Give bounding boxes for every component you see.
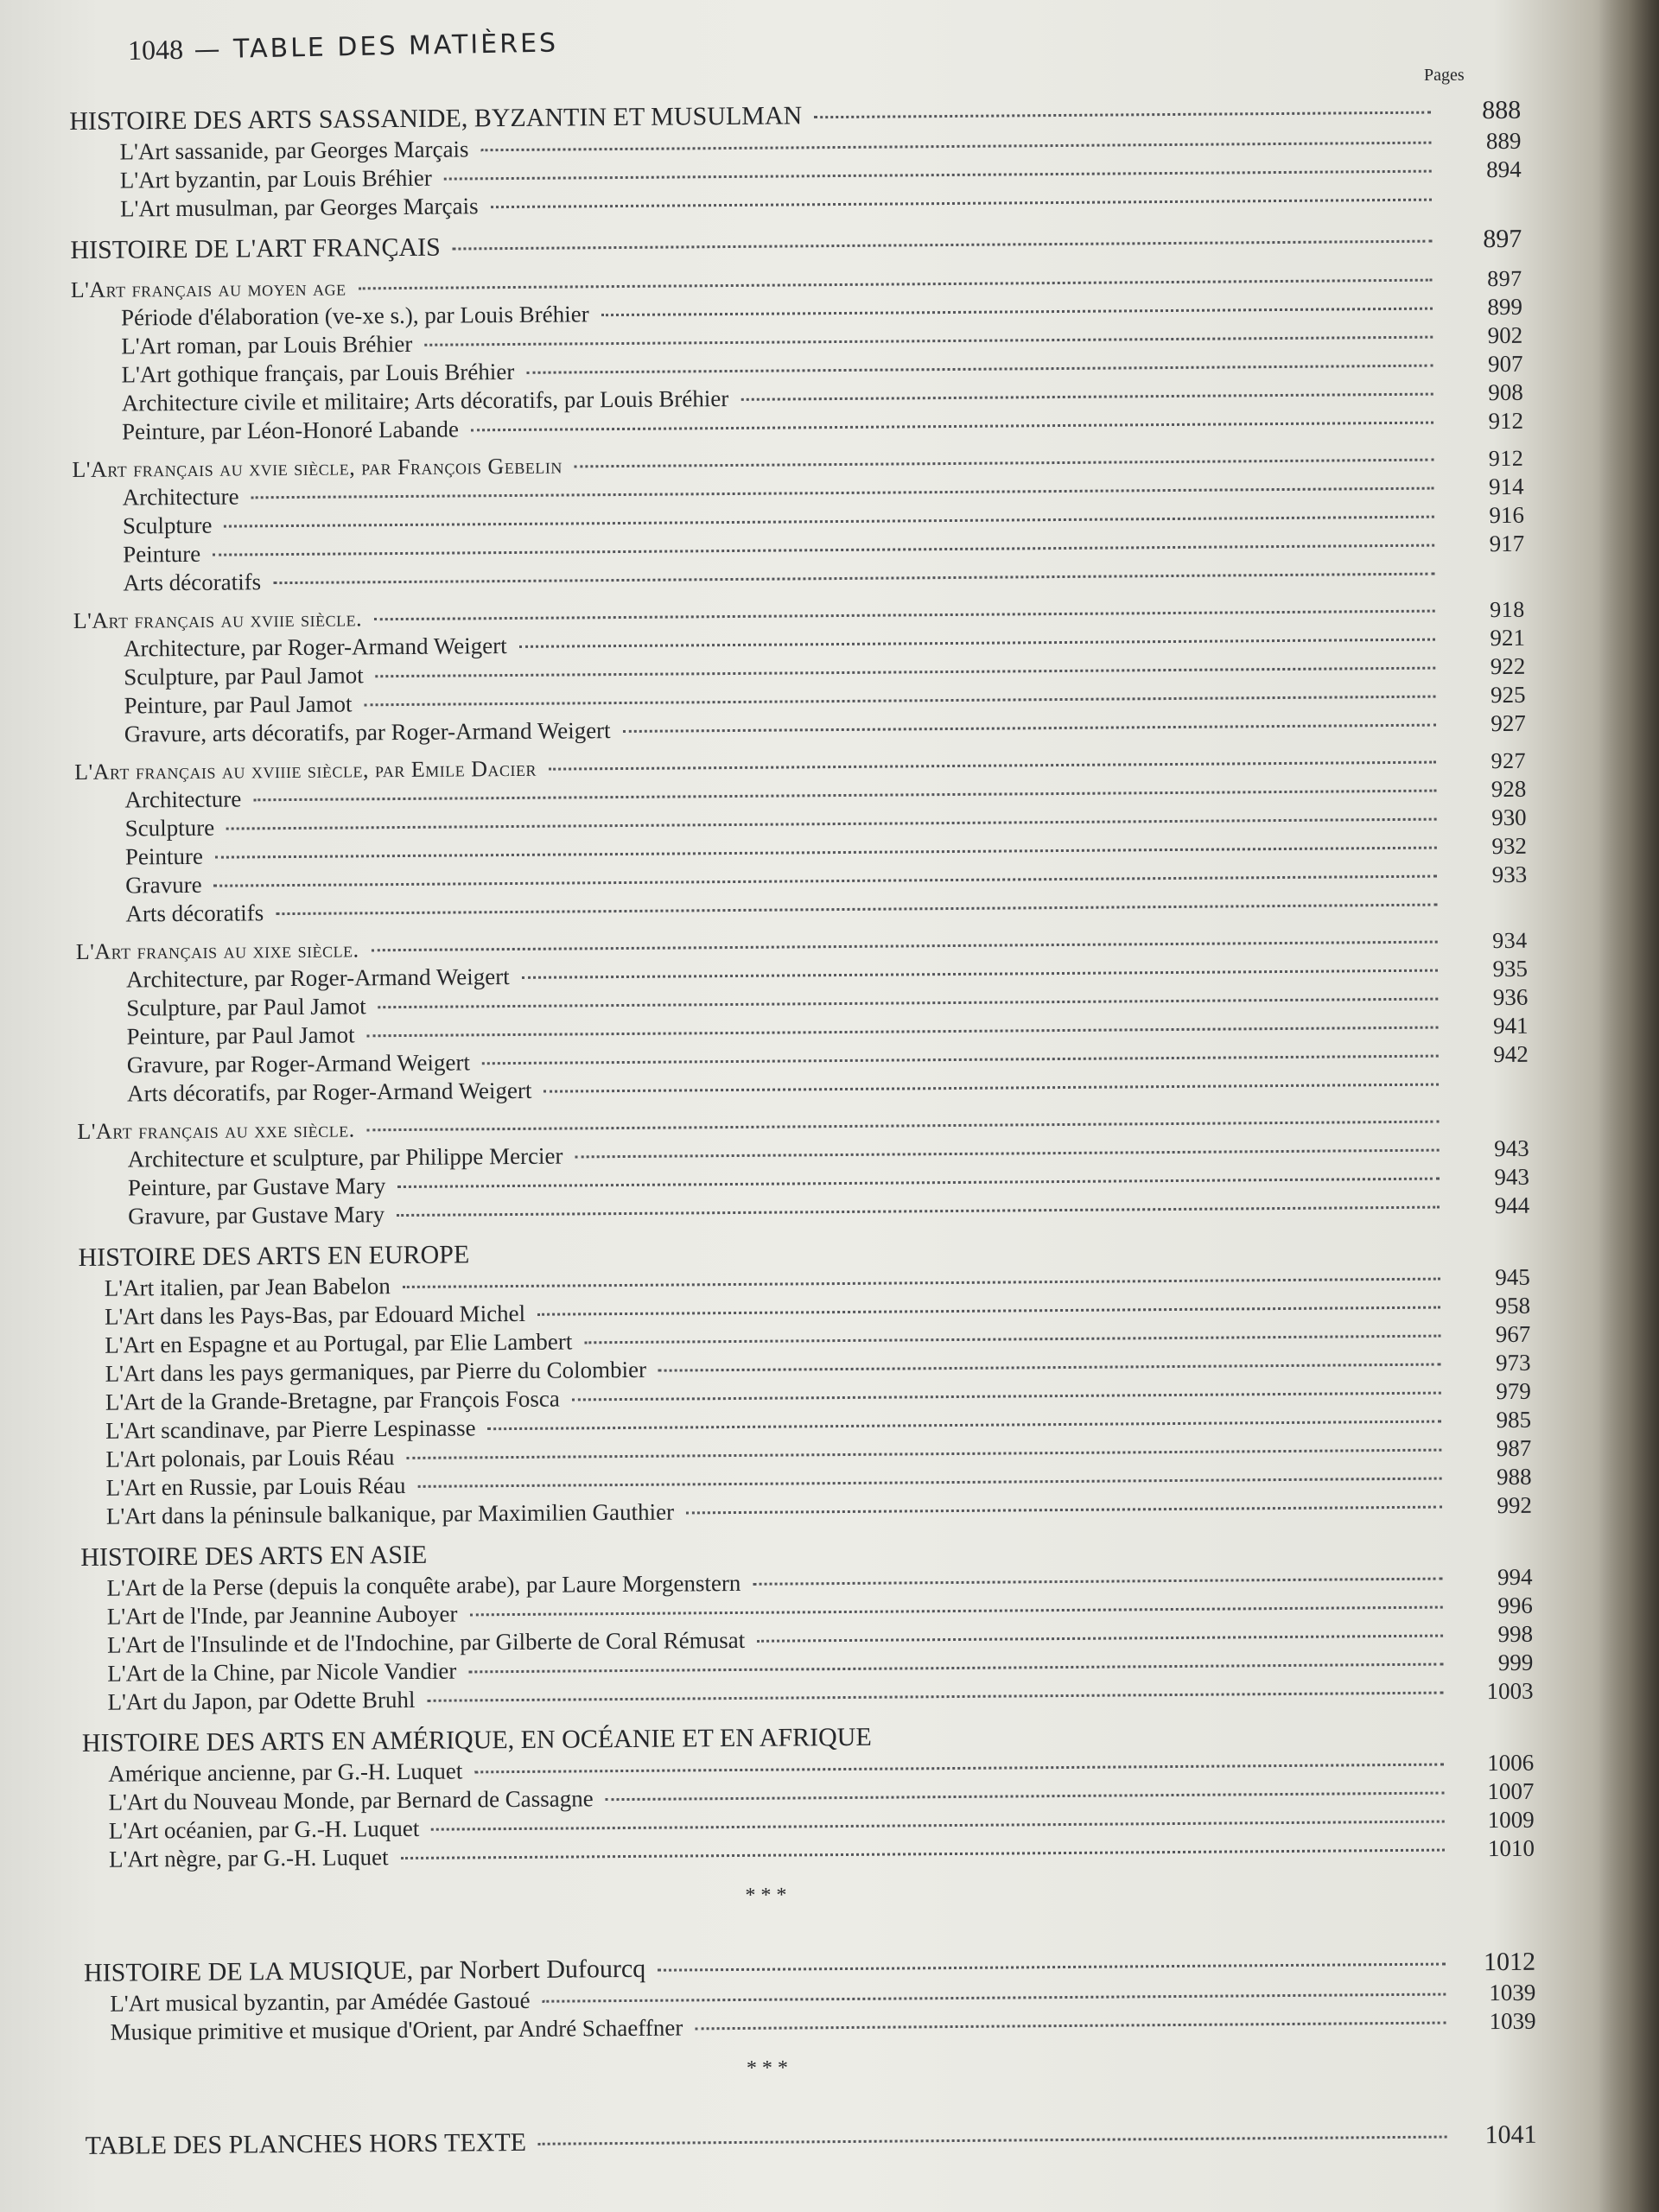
dot-leader (543, 1993, 1446, 2003)
toc-entry-title: L'Art de la Chine, par Nicole Vandier (107, 1657, 457, 1687)
toc-entry-page: 918 (1490, 596, 1525, 623)
dot-leader (481, 142, 1432, 152)
dot-leader (276, 904, 1437, 916)
toc-entry-title: L'Art scandinave, par Pierre Lespinasse (105, 1414, 476, 1444)
toc-entry-title: L'Art français au xvie siècle, par François Gebelin (72, 453, 563, 482)
toc-entry-title: L'Art musulman, par Georges Marçais (119, 193, 479, 222)
dot-leader (538, 2136, 1447, 2145)
toc-entry-page: 888 (1482, 95, 1522, 125)
dot-leader (549, 761, 1436, 771)
toc-entry-page: 979 (1496, 1377, 1531, 1405)
toc-entry-title: L'Art musical byzantin, par Amédée Gastoué (110, 1986, 531, 2017)
section-separator-stars: * * * (746, 2056, 789, 2080)
toc-entry-title: Amérique ancienne, par G.-H. Luquet (108, 1758, 463, 1787)
running-header (128, 26, 559, 67)
dot-leader (401, 1849, 1445, 1859)
dot-leader (482, 1055, 1439, 1065)
dot-leader (469, 1606, 1442, 1617)
toc-entry-title: Sculpture (124, 814, 215, 842)
toc-entry-title: Gravure (125, 871, 202, 899)
toc-entry-page: 897 (1487, 265, 1522, 292)
dot-leader (213, 544, 1434, 556)
toc-entry-title: L'Art français au moyen age (70, 275, 346, 302)
toc-entry-page: 941 (1492, 1012, 1529, 1039)
toc-entry-title: Architecture (124, 785, 242, 813)
dot-leader (359, 279, 1433, 290)
toc-entry-page: 899 (1487, 293, 1523, 321)
toc-entry-page: 988 (1496, 1463, 1532, 1491)
toc-entry-page: 943 (1494, 1135, 1529, 1162)
page-number: 1048 (127, 33, 184, 66)
page-binding-edge (1599, 0, 1659, 2212)
dot-leader (439, 1550, 1442, 1558)
toc-entry-title: Sculpture (122, 512, 213, 539)
toc-entry-page (1456, 1740, 1534, 1741)
toc-entry-page: 935 (1492, 955, 1529, 982)
toc-entry-title: L'Art roman, par Louis Bréhier (121, 330, 413, 359)
toc-entry-title: L'Art français au xviiie siècle, par Emile Dacier (74, 755, 537, 785)
dot-leader (491, 199, 1432, 209)
toc-entry-title: Peinture, par Gustave Mary (127, 1173, 386, 1201)
dot-leader (273, 573, 1434, 585)
dot-leader (658, 1963, 1446, 1972)
dot-leader (575, 1149, 1439, 1159)
dot-leader (376, 667, 1436, 678)
toc-entry-title: L'Art de la Perse (depuis la conquête arabe), par Laure Morgenstern (106, 1569, 741, 1601)
dot-leader (474, 1764, 1444, 1774)
toc-entry-page: 992 (1497, 1491, 1532, 1519)
dot-leader (251, 487, 1434, 499)
toc-entry-title: HISTOIRE DES ARTS EN AMÉRIQUE, EN OCÉANIE ET EN AFRIQUE (81, 1722, 872, 1758)
toc-entry-title: Musique primitive et musique d'Orient, par André Schaeffner (110, 2014, 683, 2045)
toc-entry-title: L'Art français au xixe siècle. (75, 937, 359, 964)
toc-entry-title: L'Art gothique français, par Louis Bréhier (121, 358, 515, 388)
toc-entry-title: L'Art français au xxe siècle. (77, 1116, 355, 1144)
toc-entry-title: Sculpture, par Paul Jamot (126, 993, 366, 1021)
toc-entry-page: 889 (1485, 127, 1522, 155)
toc-entry-title: HISTOIRE DES ARTS EN EUROPE (78, 1240, 470, 1272)
toc-entry-page: 916 (1489, 501, 1524, 529)
toc-entry-page: 1007 (1487, 1777, 1535, 1805)
toc-entry-page: 928 (1491, 775, 1527, 803)
toc-entry-page: 930 (1491, 804, 1527, 831)
toc-entry-title: Peinture (124, 842, 204, 870)
dot-leader (214, 875, 1438, 887)
section-separator-stars: * * * (745, 1884, 787, 1907)
toc-entry-page: 927 (1491, 747, 1527, 774)
toc-entry-page: 994 (1497, 1563, 1533, 1591)
dot-leader (481, 1250, 1440, 1258)
toc-entry-page: 932 (1491, 832, 1527, 860)
toc-entry-title: L'Art nègre, par G.-H. Luquet (108, 1844, 389, 1872)
toc-entry-title: HISTOIRE DE LA MUSIQUE, par Norbert Dufourcq (83, 1954, 646, 1987)
toc-entry-page: 1041 (1484, 2120, 1537, 2150)
dot-leader (757, 1635, 1443, 1643)
toc-entry-page (1454, 1554, 1532, 1555)
dot-leader (427, 1692, 1443, 1702)
toc-entry-page: 922 (1490, 652, 1526, 680)
toc-entry-page: 902 (1487, 321, 1523, 349)
toc-entry-page (1449, 911, 1527, 912)
toc-entry-title: HISTOIRE DES ARTS EN ASIE (80, 1540, 428, 1572)
toc-entry-title: Gravure, par Roger-Armand Weigert (126, 1049, 471, 1078)
table-of-contents (69, 84, 1537, 2163)
toc-entry-title: HISTOIRE DES ARTS SASSANIDE, BYZANTIN ET MUSULMAN (69, 101, 803, 136)
dot-leader (406, 1449, 1441, 1459)
toc-entry-page: 943 (1494, 1163, 1530, 1191)
toc-entry-page: 1010 (1487, 1834, 1535, 1862)
toc-entry-page (1446, 580, 1524, 581)
toc-entry-page: 925 (1490, 681, 1526, 709)
dot-leader (378, 998, 1439, 1009)
dot-leader (572, 1392, 1441, 1402)
dot-leader (367, 1121, 1440, 1132)
toc-entry-title: L'Art dans la péninsule balkanique, par Maximilien Gauthier (105, 1498, 675, 1529)
toc-entry-page: 998 (1497, 1620, 1534, 1648)
toc-entry-title: L'Art italien, par Jean Babelon (104, 1273, 391, 1301)
toc-entry-title: L'Art de l'Insulinde et de l'Indochine, par Gilberte de Coral Rémusat (106, 1626, 746, 1658)
toc-entry-page: 934 (1492, 927, 1528, 954)
toc-entry-page: 996 (1497, 1592, 1533, 1619)
toc-entry-title: Architecture et sculpture, par Philippe Mercier (127, 1142, 563, 1173)
toc-entry-page: 908 (1488, 378, 1523, 406)
dot-leader (741, 393, 1433, 401)
dot-leader (658, 1363, 1441, 1372)
toc-entry-title: L'Art polonais, par Louis Réau (105, 1444, 395, 1472)
dot-leader (601, 308, 1433, 317)
dot-leader (623, 724, 1436, 733)
dot-leader (686, 1506, 1442, 1515)
toc-entry-title: Période d'élaboration (ve-xe s.), par Louis Bréhier (120, 301, 589, 331)
dot-leader (884, 1736, 1444, 1740)
dot-leader (417, 1478, 1441, 1488)
toc-entry-page: 985 (1496, 1406, 1532, 1433)
toc-entry-page: 912 (1488, 445, 1524, 472)
dot-leader (814, 111, 1431, 119)
toc-entry-title: Architecture, par Roger-Armand Weigert (125, 963, 510, 993)
dot-leader (537, 1306, 1440, 1316)
dot-leader (519, 639, 1435, 648)
dot-leader (584, 1335, 1440, 1344)
toc-entry-title: Architecture civile et militaire; Arts décoratifs, par Louis Bréhier (121, 385, 729, 416)
toc-entry-title: L'Art de l'Inde, par Jeannine Auboyer (106, 1600, 458, 1630)
toc-entry-title: Sculpture, par Paul Jamot (124, 662, 364, 690)
dot-leader (543, 1084, 1439, 1093)
dot-leader (424, 336, 1433, 346)
toc-entry-title: Arts décoratifs, par Roger-Armand Weigert (126, 1077, 532, 1107)
dot-leader (444, 170, 1432, 181)
toc-entry-page: 907 (1487, 350, 1523, 378)
dot-leader (695, 2022, 1446, 2031)
dot-leader (403, 1278, 1440, 1288)
dot-leader (374, 610, 1435, 621)
dot-leader (372, 941, 1438, 952)
toc-entry-page: 944 (1494, 1192, 1530, 1219)
toc-entry-page (1444, 206, 1522, 207)
dot-leader (753, 1578, 1442, 1586)
toc-entry-page: 967 (1495, 1320, 1531, 1348)
toc-entry-title: Peinture (123, 540, 201, 568)
dot-leader (364, 696, 1435, 707)
toc-entry-page: 933 (1491, 861, 1528, 888)
toc-entry-page: 917 (1489, 530, 1525, 557)
toc-entry-title: Architecture, par Roger-Armand Weigert (123, 632, 507, 662)
toc-section-heading (70, 223, 1522, 267)
toc-entry-page: 958 (1495, 1292, 1531, 1319)
dot-leader (224, 516, 1433, 528)
dot-leader (226, 818, 1436, 830)
toc-entry-title: L'Art dans les Pays-Bas, par Edouard Michel (104, 1300, 526, 1330)
toc-entry-page: 921 (1490, 624, 1526, 652)
dot-leader (367, 1027, 1439, 1038)
dot-leader (397, 1206, 1440, 1217)
toc-entry-title: Peinture, par Paul Jamot (124, 690, 353, 719)
dot-leader (522, 969, 1438, 979)
toc-entry-title: L'Art de la Grande-Bretagne, par François Fosca (105, 1385, 560, 1415)
toc-entry-page: 945 (1495, 1263, 1530, 1291)
toc-entry-title: L'Art en Russie, par Louis Réau (105, 1471, 406, 1501)
toc-entry-page: 973 (1495, 1349, 1531, 1376)
dot-leader (431, 1821, 1445, 1831)
toc-entry-title: L'Art dans les pays germaniques, par Pierre du Colombier (105, 1356, 647, 1387)
toc-entry-title: Peinture, par Paul Jamot (126, 1021, 355, 1050)
dot-leader (253, 790, 1436, 802)
dot-leader (453, 240, 1433, 251)
dot-leader (606, 1792, 1445, 1802)
page-title: — TABLE DES MATIÈRES (194, 28, 559, 66)
dot-leader (488, 1421, 1442, 1431)
toc-entry-title: L'Art en Espagne et au Portugal, par Elie Lambert (105, 1328, 573, 1358)
toc-entry-title: HISTOIRE DE L'ART FRANÇAIS (70, 232, 441, 264)
dot-leader (468, 1663, 1443, 1674)
dot-leader (575, 459, 1434, 468)
toc-entry-title: L'Art sassanide, par Georges Marçais (119, 136, 469, 165)
toc-entry-page: 987 (1496, 1434, 1532, 1462)
dot-leader (215, 847, 1437, 859)
toc-entry-page: 1039 (1489, 2007, 1536, 2035)
toc-entry-page: 942 (1493, 1040, 1529, 1068)
toc-entry-page: 927 (1491, 709, 1526, 737)
toc-entry-title: L'Art du Nouveau Monde, par Bernard de Cassagne (108, 1785, 594, 1815)
toc-entry-title: Gravure, par Gustave Mary (128, 1201, 385, 1230)
dot-leader (471, 422, 1433, 432)
toc-entry-title: TABLE DES PLANCHES HORS TEXTE (85, 2127, 527, 2160)
toc-entry-page: 894 (1486, 156, 1522, 183)
dot-leader (397, 1178, 1440, 1188)
toc-entry-page: 1009 (1487, 1806, 1535, 1834)
toc-entry-page: 1012 (1483, 1947, 1536, 1977)
toc-entry-title: Peinture, par Léon-Honoré Labande (121, 416, 460, 445)
toc-entry-title: Gravure, arts décoratifs, par Roger-Armand Weigert (124, 717, 611, 747)
toc-entry-title: L'Art océanien, par G.-H. Luquet (108, 1815, 420, 1844)
toc-entry-title: Arts décoratifs (125, 899, 264, 927)
dot-leader (526, 365, 1433, 374)
toc-entry-title: L'Art du Japon, par Odette Bruhl (107, 1686, 416, 1715)
toc-entry-page (1451, 1090, 1529, 1091)
toc-entry-page: 914 (1488, 473, 1524, 500)
toc-entry-title: L'Art français au xviie siècle. (73, 606, 363, 633)
toc-entry-page: 912 (1488, 407, 1524, 435)
toc-entry-page: 1006 (1487, 1749, 1535, 1777)
pages-column-label: Pages (1424, 66, 1465, 85)
toc-entry-title: Architecture (122, 483, 239, 511)
toc-entry-page: 1003 (1486, 1677, 1534, 1705)
toc-section-heading (85, 2119, 1536, 2163)
toc-entry-page: 936 (1492, 983, 1529, 1011)
toc-entry-title: L'Art byzantin, par Louis Bréhier (119, 164, 432, 194)
toc-entry-page: 1039 (1489, 1979, 1536, 2006)
toc-entry-page: 999 (1497, 1649, 1534, 1676)
toc-entry-page: 897 (1483, 224, 1522, 254)
toc-entry-title: Arts décoratifs (123, 569, 262, 596)
